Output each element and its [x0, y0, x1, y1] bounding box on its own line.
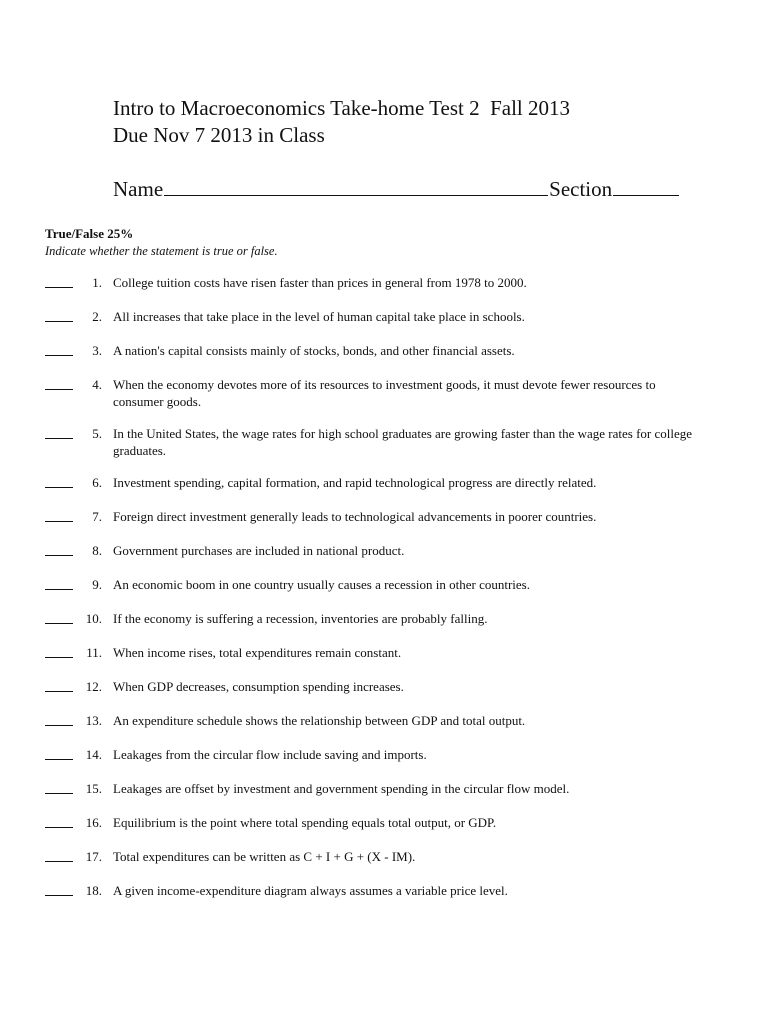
question-text: Foreign direct investment generally leads to technological advancements in poorer countries. [113, 509, 597, 524]
answer-blank [45, 623, 73, 624]
question-item [0, 508, 768, 525]
question-number: 17. [85, 849, 102, 864]
question-text: A given income-expenditure diagram always assumes a variable price level. [113, 883, 508, 898]
name-section-row [113, 175, 679, 201]
question-text: When income rises, total expenditures remain constant. [113, 645, 402, 660]
question-item [0, 814, 768, 831]
question-item [0, 678, 768, 695]
question-text: Investment spending, capital formation, and rapid technological progress are directly related. [113, 475, 597, 490]
answer-blank [45, 725, 73, 726]
section-heading: True/False 25% [45, 226, 134, 241]
question-item [0, 376, 768, 410]
test-title: Intro to Macroeconomics Take-home Test 2 Fall 2013 [113, 96, 571, 120]
question-item [0, 576, 768, 593]
question-item [0, 848, 768, 865]
question-number: 18. [85, 883, 102, 898]
answer-blank [45, 355, 73, 356]
answer-blank [45, 793, 73, 794]
question-number: 10. [85, 611, 102, 626]
question-text: A nation's capital consists mainly of stocks, bonds, and other financial assets. [113, 343, 515, 358]
name-label: Name [113, 177, 164, 201]
question-number: 15. [85, 781, 102, 796]
question-text: All increases that take place in the level of human capital take place in schools. [113, 309, 525, 324]
answer-blank [45, 389, 73, 390]
answer-blank [45, 487, 73, 488]
question-item [0, 425, 768, 459]
answer-blank [45, 827, 73, 828]
name-blank [164, 175, 548, 196]
question-number: 11. [86, 645, 102, 660]
answer-blank [45, 895, 73, 896]
question-item [0, 746, 768, 763]
answer-blank [45, 287, 73, 288]
question-number: 4. [92, 377, 102, 392]
section-instructions: Indicate whether the statement is true or false. [45, 244, 278, 258]
question-text: Equilibrium is the point where total spending equals total output, or GDP. [113, 815, 497, 830]
question-item [0, 712, 768, 729]
question-text: Leakages from the circular flow include saving and imports. [113, 747, 427, 762]
question-number: 1. [92, 275, 102, 290]
question-number: 2. [92, 309, 102, 324]
question-number: 3. [92, 343, 102, 358]
question-text: When GDP decreases, consumption spending increases. [113, 679, 404, 694]
question-text: Total expenditures can be written as C + I + G + (X - IM). [113, 849, 416, 864]
question-number: 14. [85, 747, 102, 762]
question-list [0, 274, 768, 916]
question-number: 7. [92, 509, 102, 524]
answer-blank [45, 521, 73, 522]
question-text: College tuition costs have risen faster than prices in general from 1978 to 2000. [113, 275, 527, 290]
question-item [0, 882, 768, 899]
question-text: In the United States, the wage rates for high school graduates are growing faster than the wage rates for college graduates. [113, 426, 693, 458]
answer-blank [45, 759, 73, 760]
question-item [0, 274, 768, 291]
question-number: 8. [92, 543, 102, 558]
question-number: 5. [92, 426, 102, 441]
question-number: 6. [92, 475, 102, 490]
answer-blank [45, 589, 73, 590]
due-date-line: Due Nov 7 2013 in Class [113, 123, 325, 147]
question-number: 16. [85, 815, 102, 830]
question-item [0, 308, 768, 325]
question-item [0, 780, 768, 797]
question-text: When the economy devotes more of its resources to investment goods, it must devote fewer resources to consumer goods. [113, 377, 656, 409]
question-item [0, 342, 768, 359]
question-text: Leakages are offset by investment and government spending in the circular flow model. [113, 781, 570, 796]
answer-blank [45, 657, 73, 658]
question-number: 12. [85, 679, 102, 694]
answer-blank [45, 438, 73, 439]
question-text: An economic boom in one country usually causes a recession in other countries. [113, 577, 530, 592]
question-text: An expenditure schedule shows the relationship between GDP and total output. [113, 713, 526, 728]
answer-blank [45, 861, 73, 862]
question-text: Government purchases are included in national product. [113, 543, 405, 558]
answer-blank [45, 691, 73, 692]
question-item [0, 474, 768, 491]
question-number: 13. [85, 713, 102, 728]
section-blank [613, 175, 679, 196]
question-item [0, 610, 768, 627]
question-text: If the economy is suffering a recession, inventories are probably falling. [113, 611, 488, 626]
answer-blank [45, 321, 73, 322]
section-label: Section [549, 177, 613, 201]
question-item [0, 644, 768, 661]
answer-blank [45, 555, 73, 556]
question-number: 9. [92, 577, 102, 592]
question-item [0, 542, 768, 559]
